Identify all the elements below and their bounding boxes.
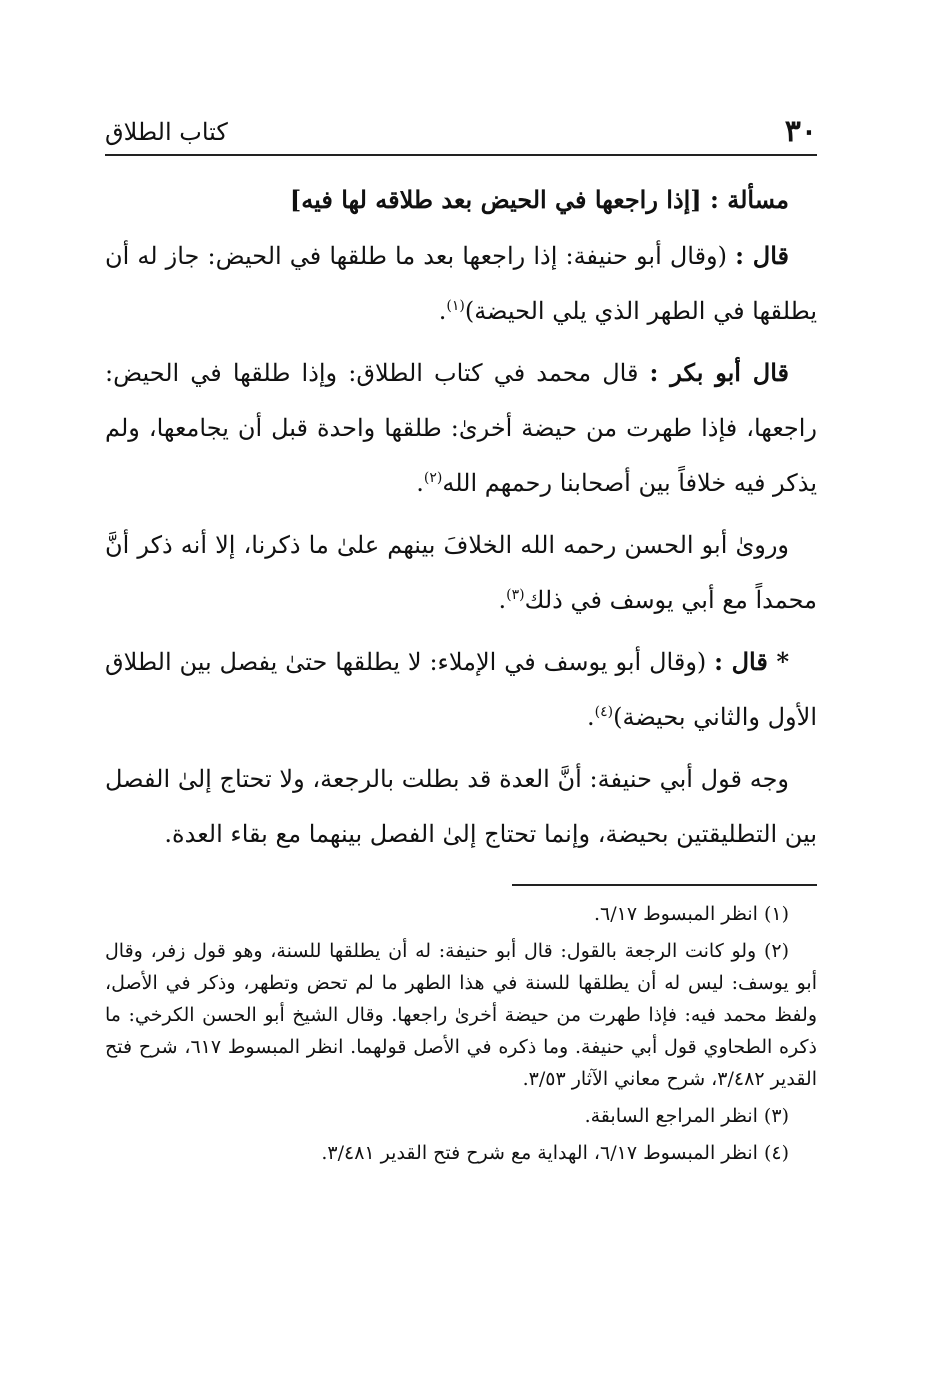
footnote-marker[interactable]: (٤) [594,704,614,720]
footnote-marker[interactable]: (١) [446,298,465,314]
heading-title: [إذا راجعها في الحيض بعد طلاقه لها فيه] [289,185,702,214]
paragraph-lead: قال : [735,241,790,270]
paragraph [105,517,817,628]
footnote-marker[interactable]: (٣) [506,587,525,603]
footnote-separator [512,884,817,886]
paragraph [105,345,817,511]
paragraph-text: قال محمد في كتاب الطلاق: وإذا طلقها في الحيض: راجعها، فإذا طهرت من حيضة أخرىٰ: طلقها واحدة قبل أن يجامعها، ولم يذكر فيه خلافاً بين أصحابنا رحمهم الله [105,359,817,497]
section-heading [105,176,817,224]
paragraph-text: (وقال أبو يوسف في الإملاء: لا يطلقها حتىٰ يفصل بين الطلاق الأول والثاني بحيضة) [105,648,817,731]
paragraph-lead: * قال : [714,647,789,676]
footnote-marker[interactable]: (٢) [423,470,443,486]
paragraph-tail: . [498,586,507,614]
heading-label: مسألة : [710,185,789,214]
footnote: (٤) انظر المبسوط ٦/١٧، الهداية مع شرح فتح القدير ٣/٤٨١. [321,1142,789,1164]
footnote: (١) انظر المبسوط ٦/١٧. [593,903,789,925]
paragraph-tail: . [586,703,595,731]
paragraph-lead: قال أبو بكر : [649,358,789,387]
paragraph [105,751,817,862]
paragraph-text: (وقال أبو حنيفة: إذا راجعها بعد ما طلقها في الحيض: جاز له أن يطلقها في الطهر الذي يلي الحيضة) [105,242,817,325]
footnote: (٣) انظر المراجع السابقة. [584,1105,789,1127]
paragraph-text: وجه قول أبي حنيفة: أنَّ العدة قد بطلت بالرجعة، ولا تحتاج إلىٰ الفصل بين التطليقتين بحيضة، وإنما تحتاج إلىٰ الفصل بينهما مع بقاء العدة. [105,765,817,848]
running-header [105,104,817,156]
paragraph [105,634,817,745]
paragraph-tail: . [438,297,447,325]
footnote: (٢) ولو كانت الرجعة بالقول: قال أبو حنيفة: له أن يطلقها للسنة، وهو قول زفر، وقال أبو يوسف: ليس له أن يطلقها للسنة في هذا الطهر ما لم تحض وتطهر، وذكر في الأصل، ولفظ محمد فيه: فإذا طهرت من حيضة أخرىٰ راجعها. وقال الشيخ أبو الحسن الكرخي: ما ذكره الطحاوي قول أبي حنيفة. وما ذكره في الأصل قولهما. انظر المبسوط ٦١٧، شرح فتح القدير ٣/٤٨٢، شرح معاني الآثار ٣/٥٣. [105,940,817,1090]
footnotes [105,898,817,1174]
paragraph-tail: . [416,469,424,497]
paragraph-text: ورویٰ أبو الحسن رحمه الله الخلافَ بينهم علىٰ ما ذكرنا، إلا أنه ذكر أنَّ محمداً مع أبي يوسف في ذلك [105,531,817,614]
book-page [105,0,817,1381]
page-number: ٣٠ [784,114,817,149]
chapter-title: كتاب الطلاق [105,118,228,146]
main-text [105,176,817,868]
paragraph [105,228,817,339]
